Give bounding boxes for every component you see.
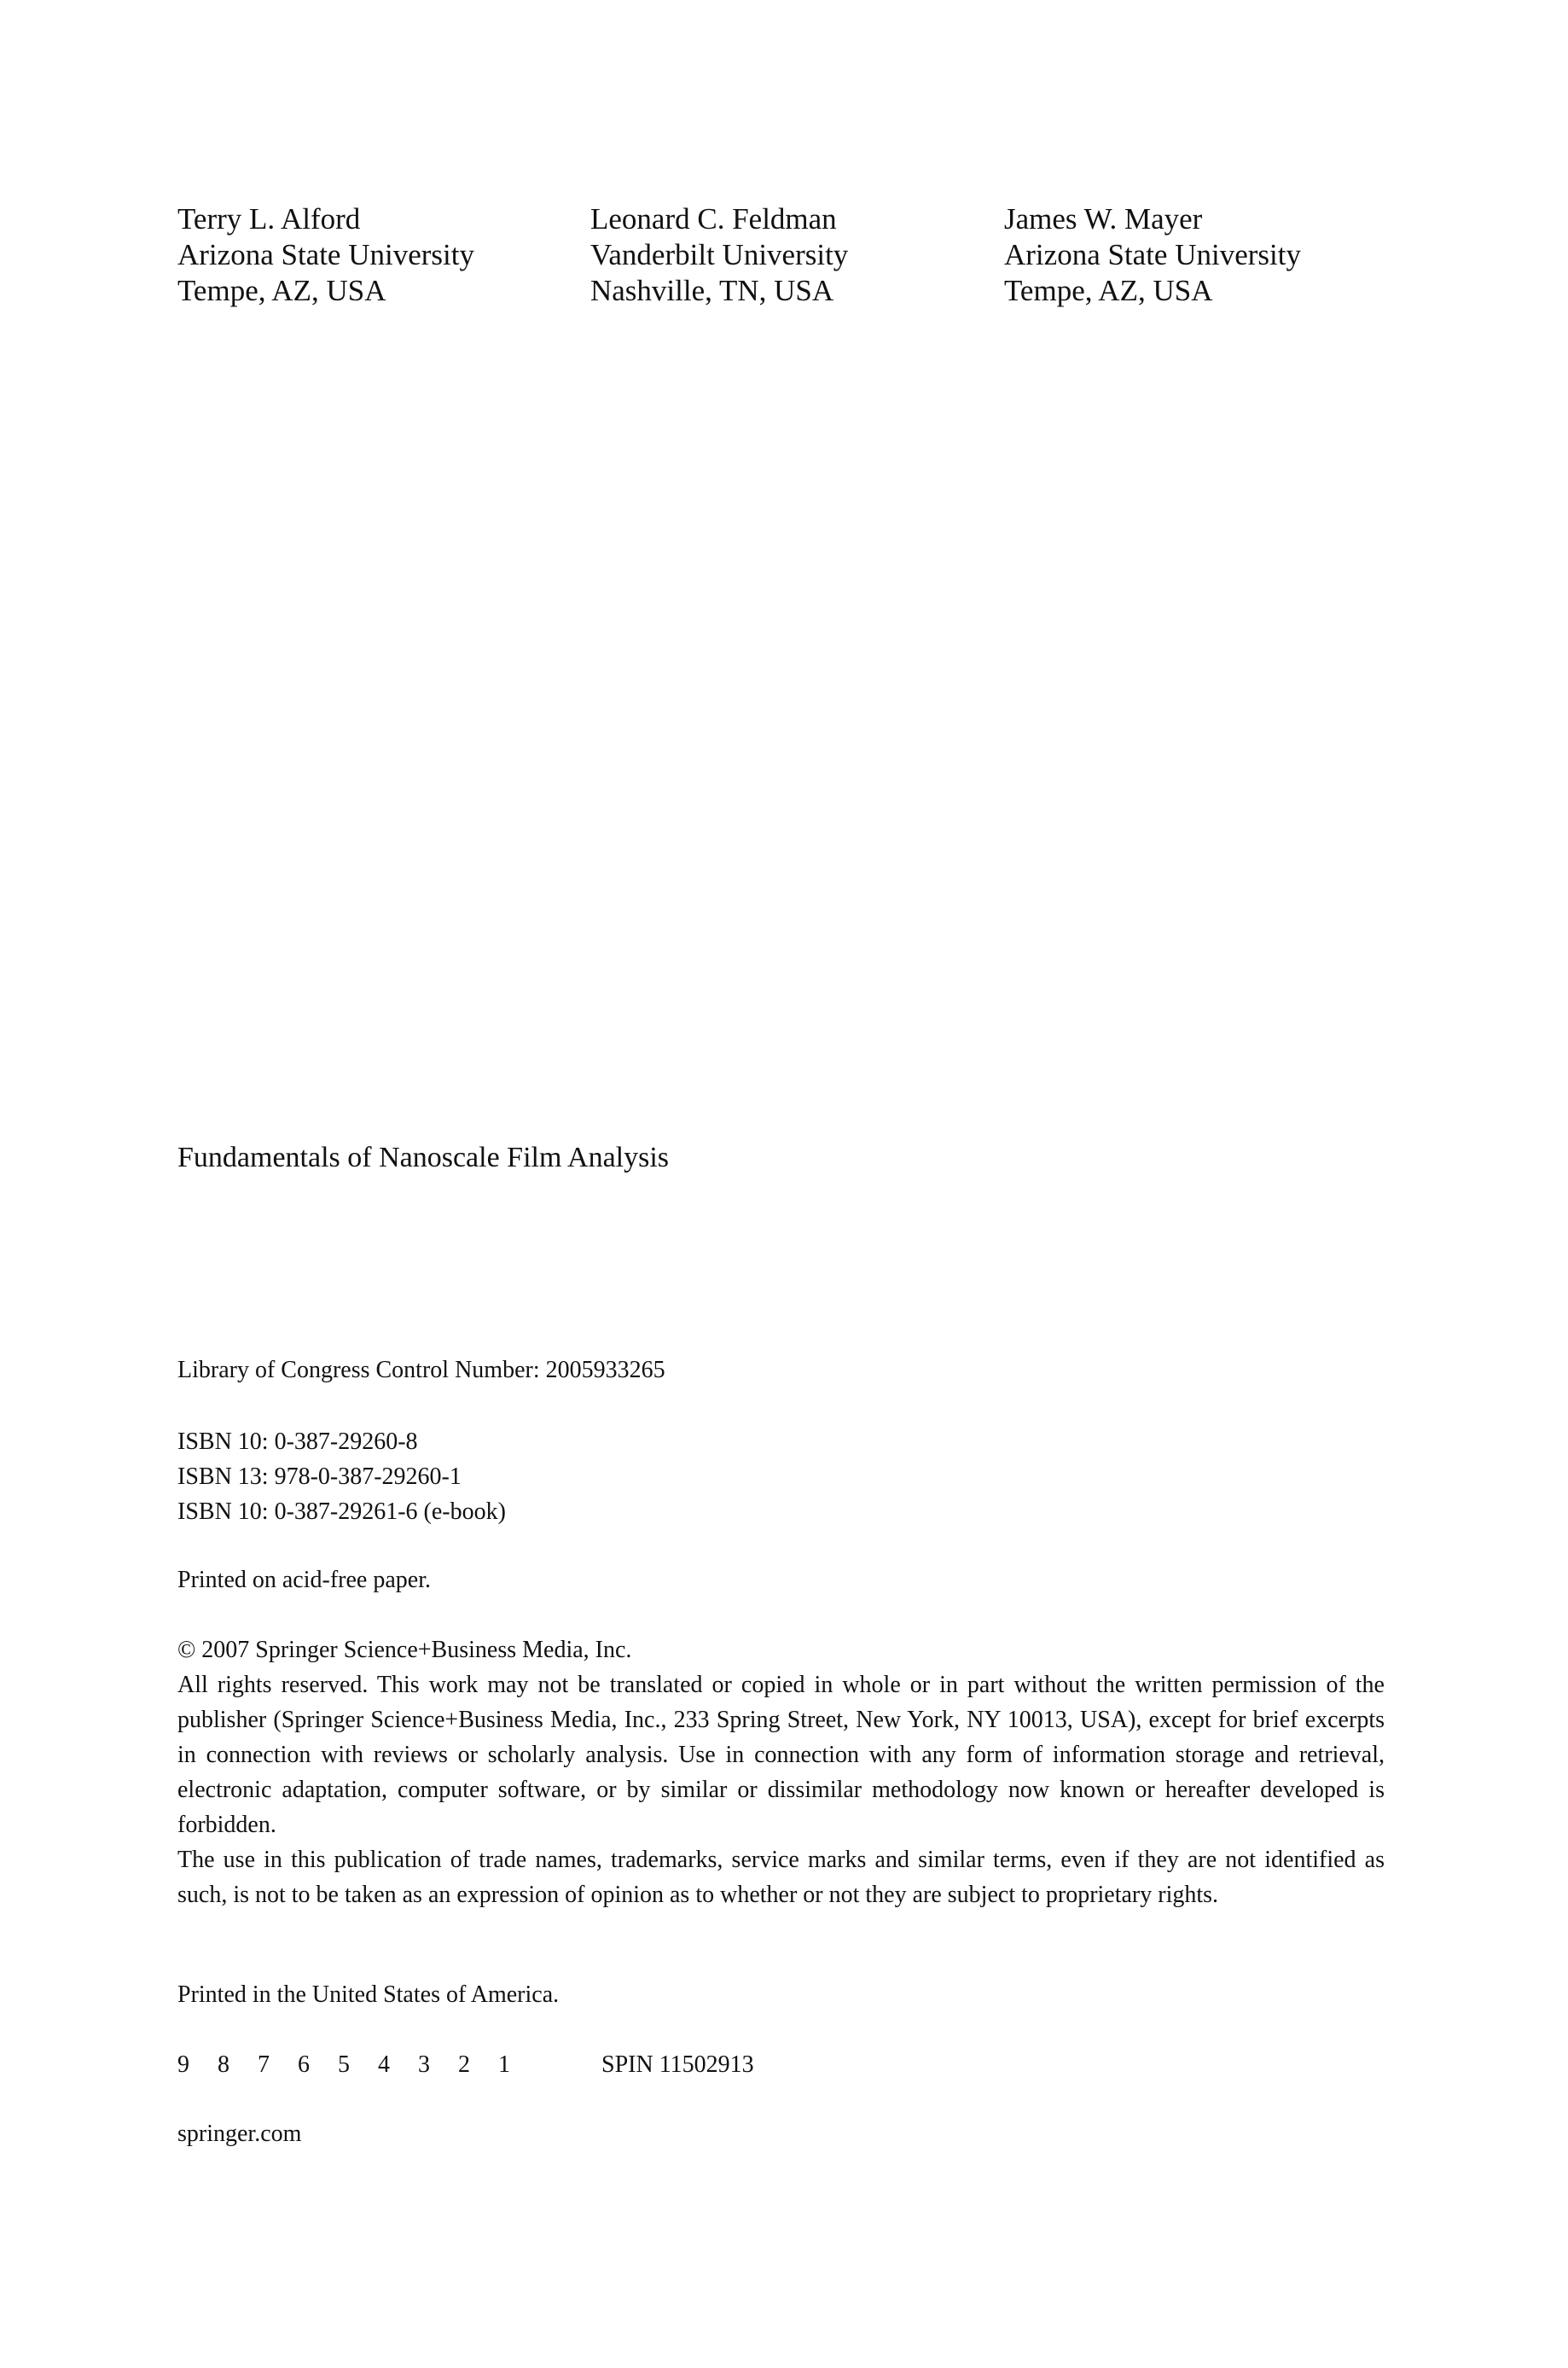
author-name: Leonard C. Feldman — [590, 202, 837, 236]
isbn-line: ISBN 13: 978-0-387-29260-1 — [177, 1463, 462, 1490]
author-block — [1004, 201, 1301, 309]
author-affiliation: Arizona State University — [1004, 238, 1301, 271]
author-block — [177, 201, 474, 309]
printer-key-digit: 4 — [378, 2051, 390, 2078]
author-list — [177, 201, 1389, 312]
author-location: Nashville, TN, USA — [590, 274, 834, 307]
printer-key-digit: 3 — [418, 2051, 430, 2078]
author-name: Terry L. Alford — [177, 202, 361, 236]
rights-paragraph: All rights reserved. This work may not be translated or copied in whole or in part without the written permission of the publisher (Springer Science+Business Media, Inc., 233 Spring Street, New York, NY 10013, USA), except for brief excerpts in connection with reviews or scholarly analysis. Use in connection with any form of information storage and retrieval, electronic adaptation, computer software, or by similar or dissimilar methodology now known or hereafter developed is forbidden. — [177, 1672, 1385, 1838]
author-affiliation: Arizona State University — [177, 238, 474, 271]
isbn-line: ISBN 10: 0-387-29261-6 (e-book) — [177, 1498, 506, 1525]
book-title: Fundamentals of Nanoscale Film Analysis — [177, 1142, 670, 1173]
author-location: Tempe, AZ, USA — [177, 274, 386, 307]
copyright-line: © 2007 Springer Science+Business Media, Inc. — [177, 1637, 632, 1663]
author-block — [590, 201, 848, 309]
author-affiliation: Vanderbilt University — [590, 238, 849, 271]
printer-key-digit: 9 — [177, 2051, 189, 2078]
trademark-paragraph: The use in this publication of trade names, trademarks, service marks and similar terms, even if they are not identified as such, is not to be taken as an expression of opinion as to whether or not they are subject to proprietary rights. — [177, 1847, 1385, 1908]
paper-note: Printed on acid-free paper. — [177, 1567, 431, 1593]
printer-key-line — [177, 2047, 754, 2082]
printer-key-digit: 8 — [218, 2051, 229, 2078]
lccn-line: Library of Congress Control Number: 2005933265 — [177, 1357, 665, 1383]
author-name: James W. Mayer — [1004, 202, 1203, 236]
printed-in-line: Printed in the United States of America. — [177, 1981, 560, 2008]
printer-key-digit: 1 — [498, 2051, 510, 2078]
website-url: springer.com — [177, 2121, 302, 2147]
isbn-list — [177, 1424, 1385, 1529]
printer-key-digit: 5 — [338, 2051, 350, 2078]
copyright-notice — [177, 1632, 1385, 1912]
printer-key-digit: 2 — [458, 2051, 470, 2078]
printer-key-digit: 7 — [258, 2051, 270, 2078]
spin-number: SPIN 11502913 — [601, 2051, 754, 2078]
author-location: Tempe, AZ, USA — [1004, 274, 1213, 307]
printer-key-digit: 6 — [298, 2051, 310, 2078]
isbn-line: ISBN 10: 0-387-29260-8 — [177, 1428, 418, 1455]
